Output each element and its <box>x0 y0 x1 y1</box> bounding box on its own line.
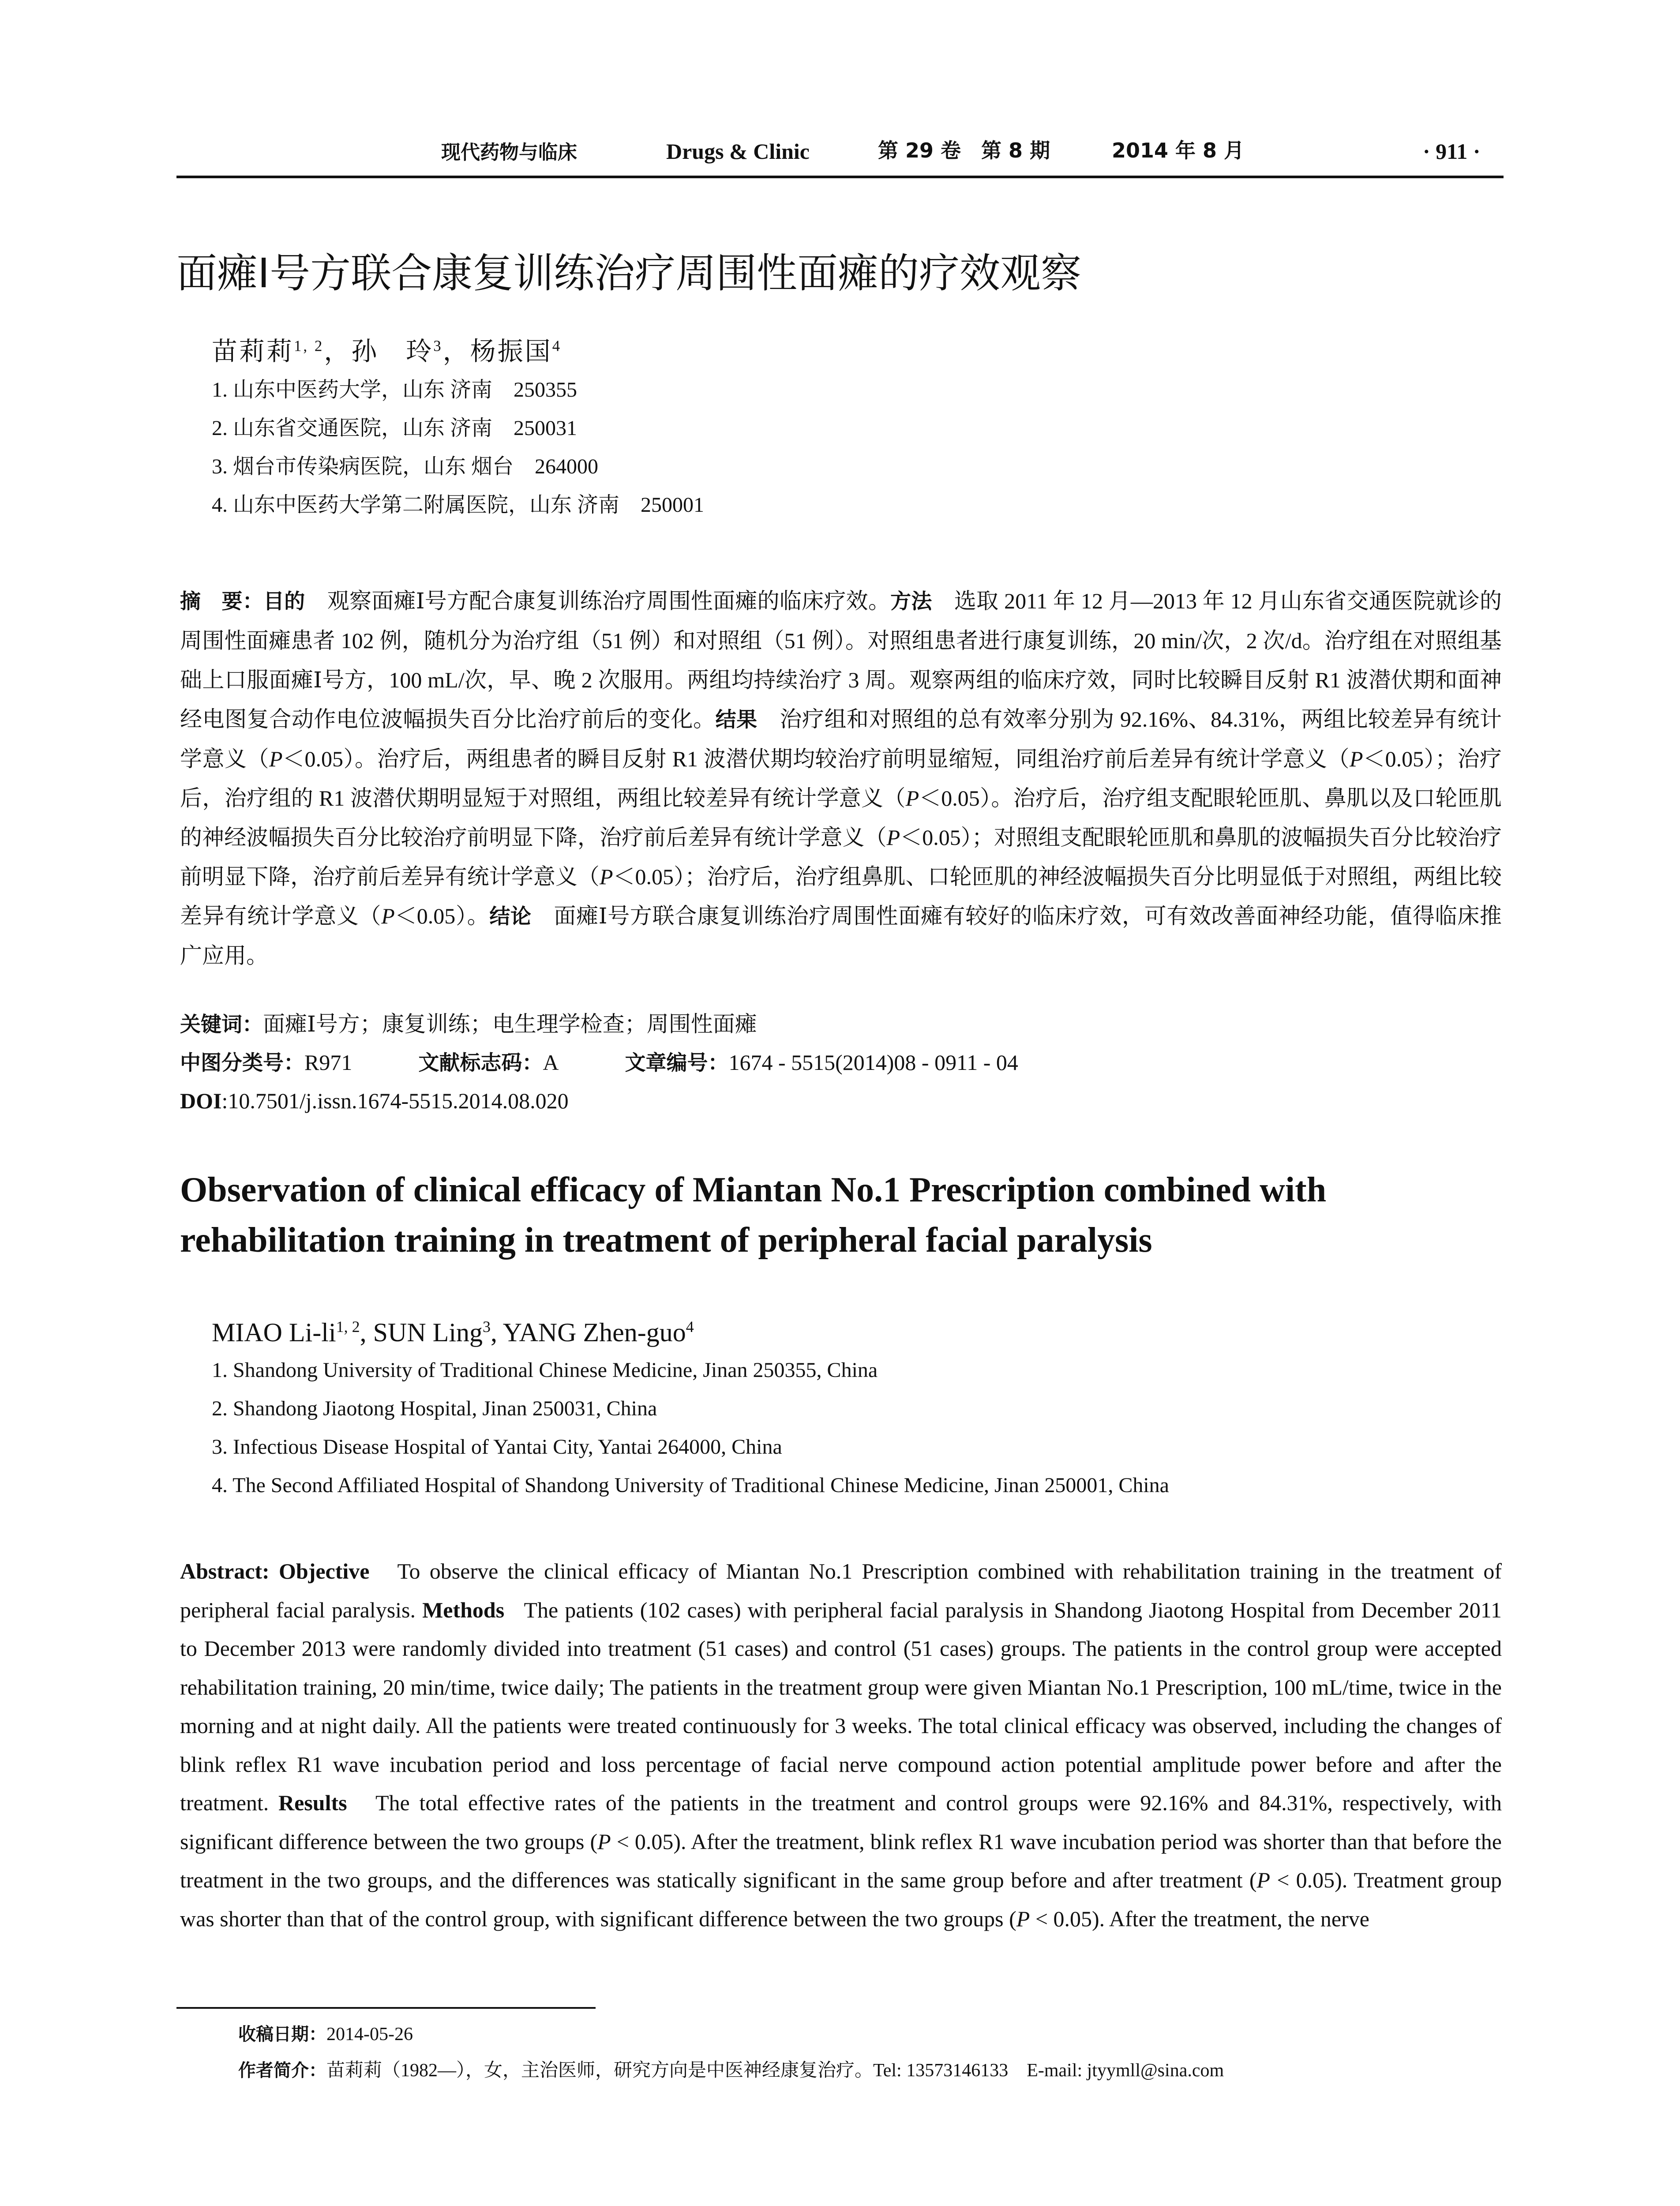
results-text: The total effective rates of the patients in the treatment and control groups were 92.16% and 84.31%, respectively, with significant difference between the two groups ( <box>180 1790 1502 1854</box>
affiliation-en: 4. The Second Affiliated Hospital of Shandong University of Traditional Chinese Medicine, Jinan 250001, China <box>212 1474 1169 1497</box>
p-symbol: P <box>905 786 919 810</box>
p-symbol: P <box>381 904 395 928</box>
results-label: Results <box>278 1790 347 1815</box>
author-name: 孙 玲 <box>351 337 434 366</box>
objective-label: 目的 <box>263 589 305 614</box>
author-name: SUN Ling <box>373 1318 483 1347</box>
affiliation-cn: 1. 山东中医药大学，山东 济南 250355 <box>212 378 578 401</box>
author-bio-text: 苗莉莉（1982—），女，主治医师，研究方向是中医神经康复治疗。Tel: 13573146133 E-mail: jtyymll@sina.com <box>326 2060 1224 2081</box>
results-text: ＜0.05）。 <box>394 904 490 928</box>
journal-name-en: Drugs & Clinic <box>666 139 810 164</box>
results-text: ＜0.05）。治疗后，治疗组支配眼轮匝肌、鼻肌以及口轮匝肌的神经波幅损失百分比较治疗前明显下降，治疗前后差异有统计学意义（ <box>180 786 1502 850</box>
results-text: ＜0.05）；治疗后，治疗组鼻肌、口轮匝肌的神经波幅损失百分比明显低于对照组，两组比较差异有统计学意义（ <box>180 864 1502 928</box>
clc-value: R971 <box>304 1050 352 1075</box>
p-symbol: P <box>597 1829 611 1854</box>
article-title-en <box>180 1165 1504 1265</box>
author-list-en: MIAO Li-li$^{1, 2}$, SUN Ling$^3$, YANG Zhen-guo$^4$ <box>212 1318 694 1347</box>
conclusion-text: 面瘫Ⅰ号方联合康复训练治疗周围性面瘫有较好的临床疗效，可有效改善面神经功能，值得临床推广应用。 <box>180 904 1502 968</box>
methods-label: 方法 <box>890 589 932 614</box>
received-date-note <box>238 2025 413 2044</box>
received-label: 收稿日期： <box>238 2024 326 2045</box>
p-symbol: P <box>1016 1906 1030 1931</box>
results-text: ＜0.05）；对照组支配眼轮匝肌和鼻肌的波幅损失百分比较治疗前明显下降，治疗前后差异有统计学意义（ <box>180 825 1502 889</box>
header-rule <box>176 176 1504 178</box>
author-affiliation-mark: 1, 2 <box>336 1318 360 1336</box>
author-bio-label: 作者简介： <box>238 2060 326 2081</box>
keywords-label: 关键词： <box>180 1013 263 1037</box>
author-bio-note <box>238 2061 1224 2080</box>
results-text: 治疗组和对照组的总有效率分别为 92.16%、84.31%，两组比较差异有统计学意义（ <box>180 707 1502 771</box>
results-text: < 0.05). Treatment group was shorter than that of the control group, with significant difference between the two groups ( <box>180 1868 1502 1931</box>
author-name: YANG Zhen-guo <box>502 1318 686 1347</box>
doc-code-value: A <box>543 1050 559 1075</box>
journal-name-cn: 现代药物与临床 <box>441 141 577 164</box>
title-line: rehabilitation training in treatment of peripheral facial paralysis <box>180 1221 1152 1260</box>
author-list-cn: 苗莉莉$^{1, 2}$，孙 玲$^3$，杨振国$^4$ <box>212 337 562 366</box>
affiliation-cn: 3. 烟台市传染病医院，山东 烟台 264000 <box>212 455 599 478</box>
keywords-cn <box>180 1013 757 1035</box>
clc-label: 中图分类号： <box>180 1051 304 1075</box>
doi-line <box>180 1090 569 1112</box>
author-name: 苗莉莉 <box>212 337 294 366</box>
doc-code-label: 文献标志码： <box>418 1051 543 1075</box>
author-affiliation-mark: 4 <box>552 337 562 355</box>
article-no-value: 1674 - 5515(2014)08 - 0911 - 04 <box>728 1050 1018 1075</box>
doi-value: :10.7501/j.issn.1674-5515.2014.08.020 <box>221 1088 569 1113</box>
abstract-en <box>180 1552 1502 1938</box>
abstract-label: 摘 要： <box>180 589 264 614</box>
abstract-label: Abstract: <box>180 1559 270 1583</box>
author-affiliation-mark: 4 <box>686 1318 694 1336</box>
results-text: < 0.05). After the treatment, blink reflex R1 wave incubation period was shorter than that before the treatment in the two groups, and the differences was statically significant in the same group before and after treatment ( <box>180 1829 1502 1892</box>
methods-label: Methods <box>422 1597 505 1622</box>
p-symbol: P <box>1350 747 1363 771</box>
doi-label: DOI <box>180 1088 222 1113</box>
page-number: · 911 · <box>1423 139 1481 164</box>
affiliation-cn: 2. 山东省交通医院，山东 济南 250031 <box>212 416 578 440</box>
classification-line <box>180 1051 1018 1073</box>
affiliation-en: 1. Shandong University of Traditional Chinese Medicine, Jinan 250355, China <box>212 1358 878 1382</box>
results-text: ＜0.05）。治疗后，两组患者的瞬目反射 R1 波潜伏期均较治疗前明显缩短，同组治疗前后差异有统计学意义（ <box>282 747 1350 771</box>
author-affiliation-mark: 3 <box>433 337 443 355</box>
objective-text: To observe the clinical efficacy of Miantan No.1 Prescription combined with rehabilitation training in the treatment of peripheral facial paralysis. <box>180 1559 1502 1622</box>
results-text: ＜0.05）；治疗后，治疗组的 R1 波潜伏期明显短于对照组，两组比较差异有统计学意义（ <box>180 747 1502 810</box>
abstract-cn <box>180 582 1502 975</box>
methods-text: 选取 2011 年 12 月—2013 年 12 月山东省交通医院就诊的周围性面瘫患者 102 例，随机分为治疗组（51 例）和对照组（51 例）。对照组患者进行康复训练，20 min/次，2 次/d。治疗组在对照组基础上口服面瘫Ⅰ号方，100 mL/次，早、晚 2 次服用。两组均持续治疗 3 周。观察两组的临床疗效，同时比较瞬目反射 R1 波潜伏期和面神经电图复合动作电位波幅损失百分比治疗前后的变化。 <box>180 589 1502 732</box>
article-no-label: 文章编号： <box>625 1051 729 1075</box>
article-title-cn: 面瘫Ⅰ号方联合康复训练治疗周围性面瘫的疗效观察 <box>176 250 1082 297</box>
objective-text: 观察面瘫Ⅰ号方配合康复训练治疗周围性面瘫的临床疗效。 <box>327 589 891 613</box>
objective-label: Objective <box>279 1559 370 1583</box>
results-text: < 0.05). After the treatment, the nerve <box>1030 1906 1369 1931</box>
affiliation-en: 2. Shandong Jiaotong Hospital, Jinan 250031, China <box>212 1397 657 1420</box>
methods-text: The patients (102 cases) with peripheral facial paralysis in Shandong Jiaotong Hospital from December 2011 to December 2013 were randomly divided into treatment (51 cases) and control (51 cases) groups. The patients in the control group were accepted rehabilitation training, 20 min/time, twice daily; The patients in the treatment group were given Miantan No.1 Prescription, 100 mL/time, twice in the morning and at night daily. All the patients were treated continuously for 3 weeks. The total clinical efficacy was observed, including the changes of blink reflex R1 wave incubation period and loss percentage of facial nerve compound action potential amplitude power before and after the treatment. <box>180 1597 1502 1815</box>
issue-date: 2014 年 8 月 <box>1112 139 1245 162</box>
author-affiliation-mark: 1, 2 <box>294 337 324 355</box>
p-symbol: P <box>1256 1868 1271 1892</box>
p-symbol: P <box>886 825 900 850</box>
results-label: 结果 <box>715 708 758 732</box>
title-line: Observation of clinical efficacy of Miantan No.1 Prescription combined with <box>180 1171 1327 1209</box>
author-name: MIAO Li-li <box>212 1318 336 1347</box>
author-affiliation-mark: 3 <box>483 1318 491 1336</box>
conclusion-label: 结论 <box>489 904 532 929</box>
issue-info: 第 29 卷 第 8 期 <box>878 139 1050 162</box>
received-value: 2014-05-26 <box>326 2024 413 2045</box>
p-symbol: P <box>269 747 283 771</box>
p-symbol: P <box>599 864 613 889</box>
author-name: 杨振国 <box>470 337 552 366</box>
affiliation-en: 3. Infectious Disease Hospital of Yantai City, Yantai 264000, China <box>212 1435 782 1459</box>
keywords-text: 面瘫Ⅰ号方；康复训练；电生理学检查；周围性面瘫 <box>263 1012 757 1036</box>
footnote-rule <box>176 2007 596 2009</box>
affiliation-cn: 4. 山东中医药大学第二附属医院，山东 济南 250001 <box>212 493 705 517</box>
